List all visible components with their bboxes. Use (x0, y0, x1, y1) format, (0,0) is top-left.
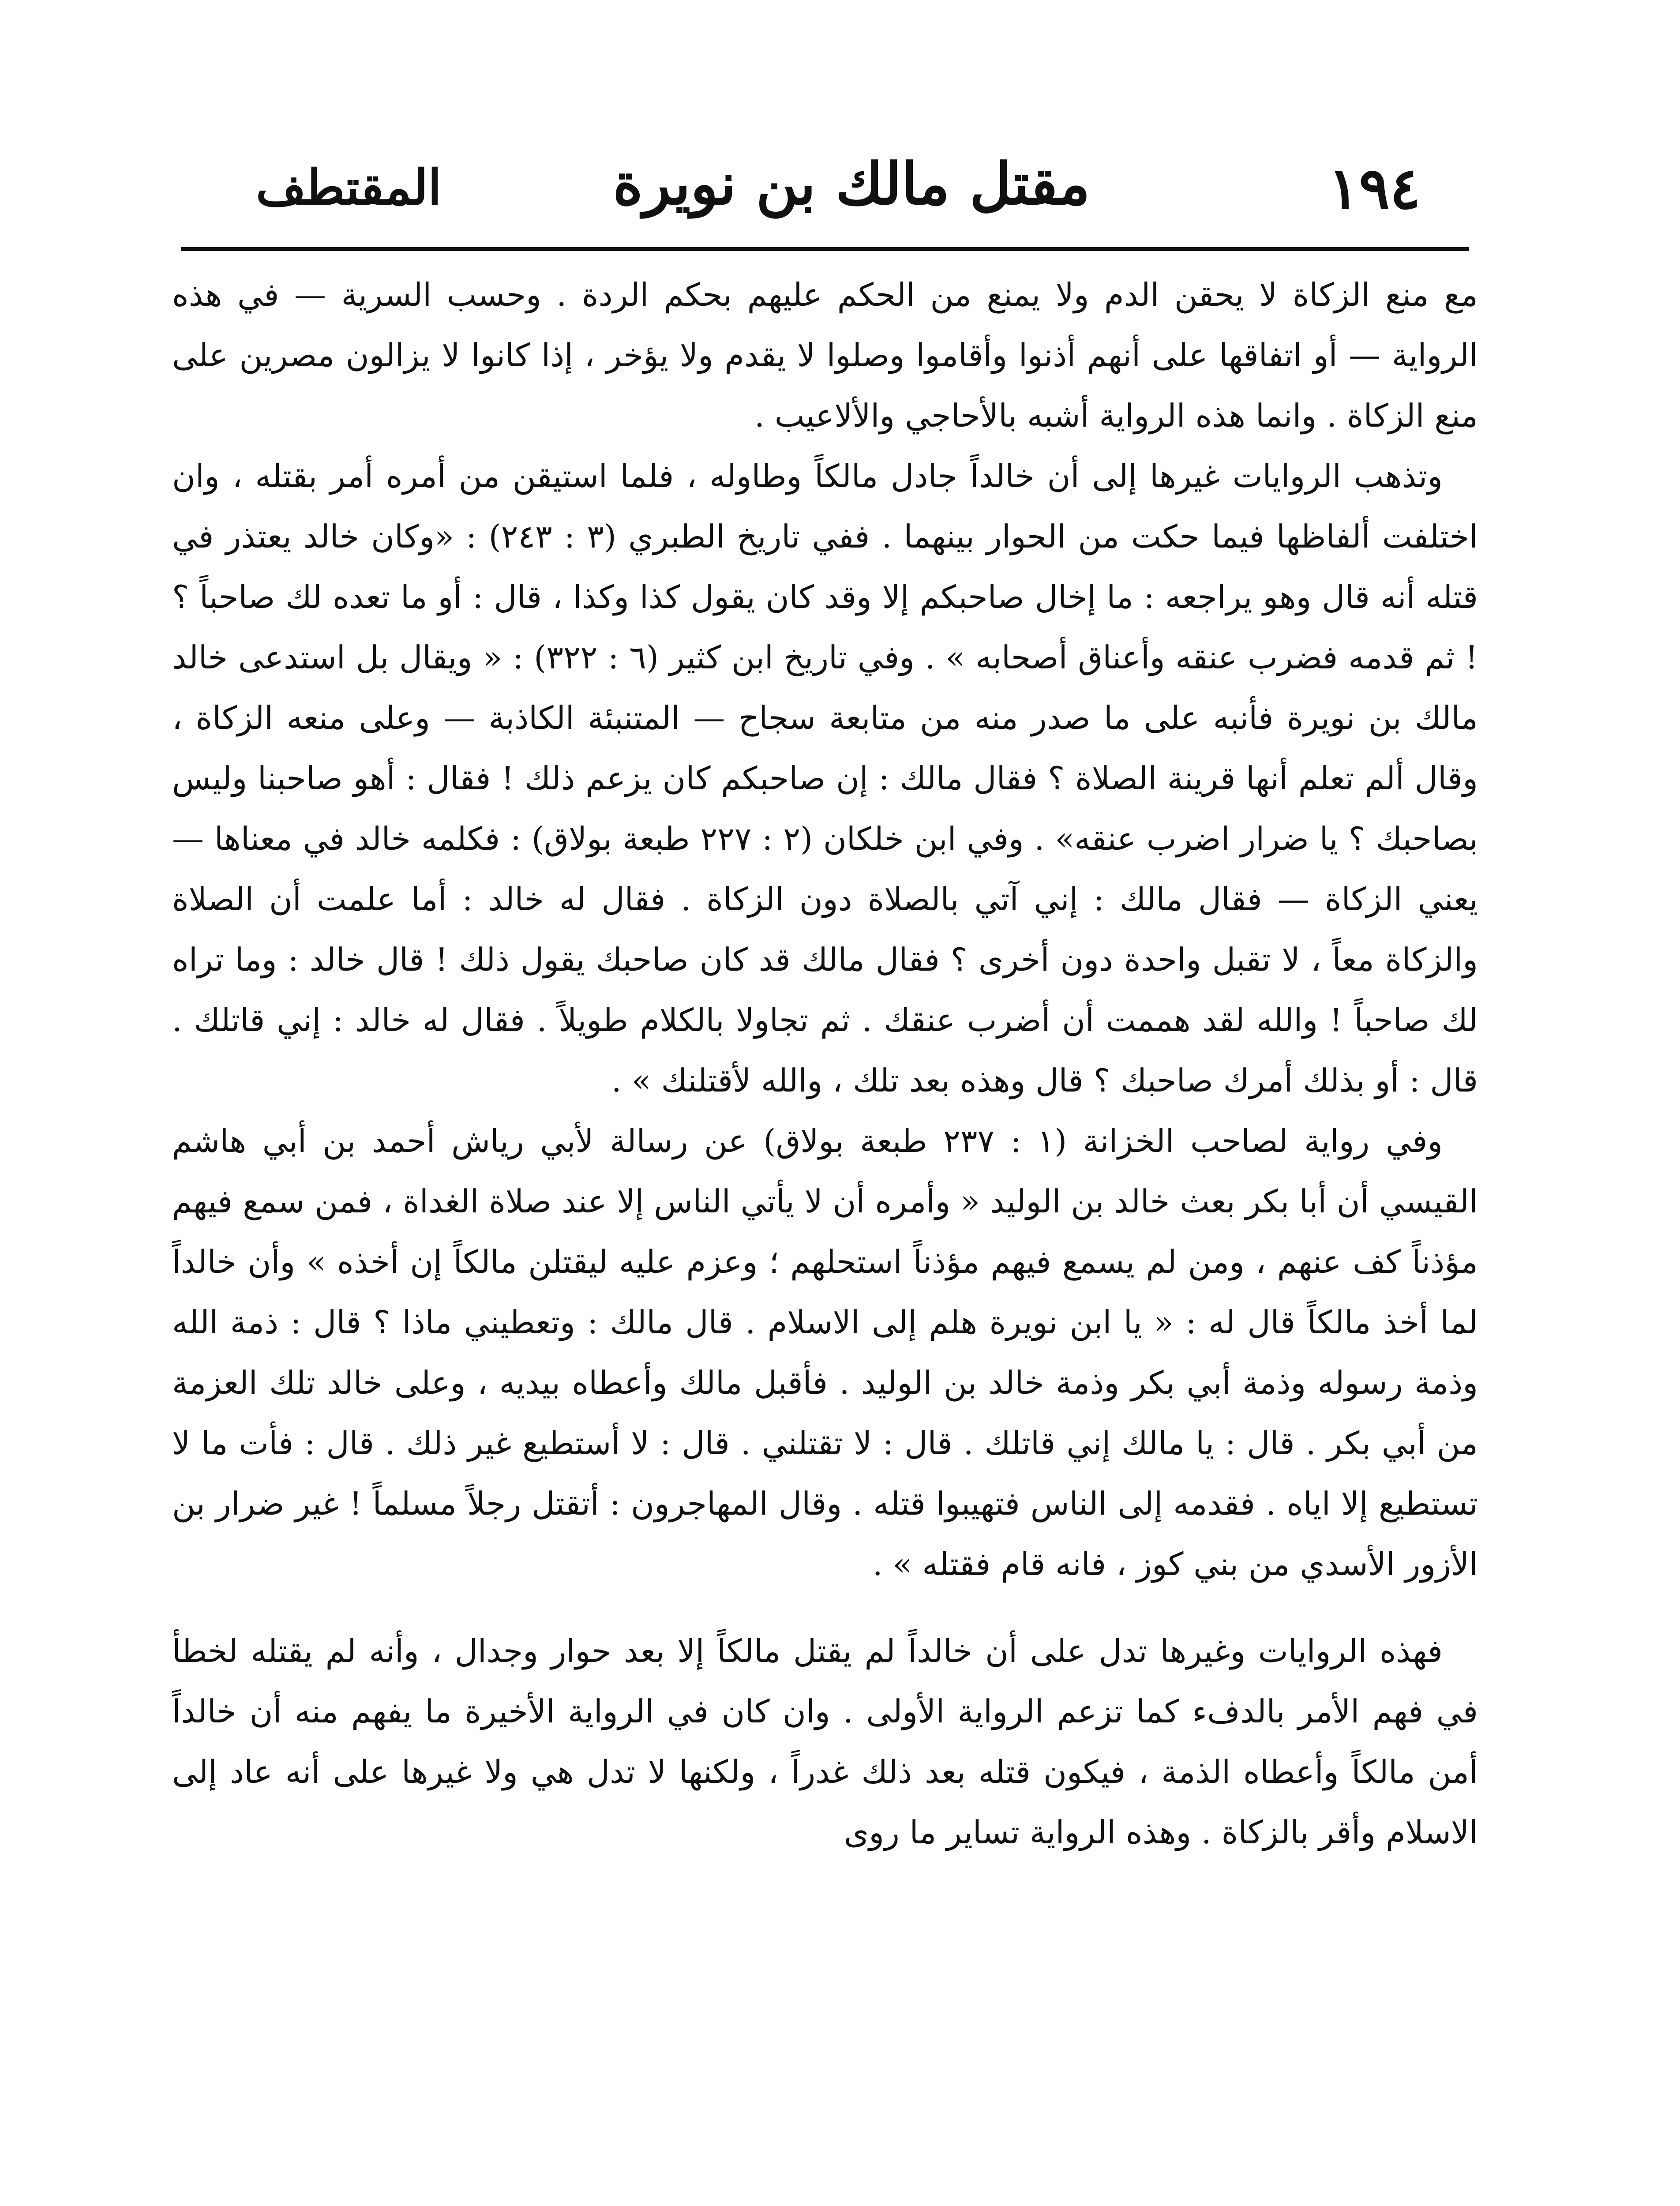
paragraph-tabari-ibn-kathir: وتذهب الروايات غيرها إلى أن خالداً جادل مالكاً وطاوله ، فلما استيقن من أمره أمر بقتله ، وان اختلفت ألفاظها فيما حكت من الحوار بينهما . ففي تاريخ الطبري (٣ : ٢٤٣) : «وكان خالد يعتذر في قتله أنه قال وهو يراجعه : ما إخال صاحبكم إلا وقد كان يقول كذا وكذا ، قال : أو ما تعده لك صاحباً ؟ ! ثم قدمه فضرب عنقه وأعناق أصحابه » . وفي تاريخ ابن كثير (٦ : ٣٢٢) : « ويقال بل استدعى خالد مالك بن نويرة فأنبه على ما صدر منه من متابعة سجاح — المتنبئة الكاذبة — وعلى منعه الزكاة ، وقال ألم تعلم أنها قرينة الصلاة ؟ فقال مالك : إن صاحبكم كان يزعم ذلك ! فقال : أهو صاحبنا وليس بصاحبك ؟ يا ضرار اضرب عنقه» . وفي ابن خلكان (٢ : ٢٢٧ طبعة بولاق) : فكلمه خالد في معناها — يعني الزكاة — فقال مالك : إني آتي بالصلاة دون الزكاة . فقال له خالد : أما علمت أن الصلاة والزكاة معاً ، لا تقبل واحدة دون أخرى ؟ فقال مالك قد كان صاحبك يقول ذلك ! قال خالد : وما تراه لك صاحباً ! والله لقد هممت أن أضرب عنقك . ثم تجاولا بالكلام طويلاً . فقال له خالد : إني قاتلك . قال : أو بذلك أمرك صاحبك ؟ قال وهذه بعد تلك ، والله لأقتلنك » . (172, 458, 1478, 1099)
chapter-title: مقتل مالك بن نويرة (613, 150, 1090, 218)
running-header (221, 146, 1482, 234)
journal-name: المقتطف (256, 159, 442, 216)
paragraph-conclusion: فهذه الروايات وغيرها تدل على أن خالداً لم يقتل مالكاً إلا بعد حوار وجدال ، وأنه لم يقتله لخطأ في فهم الأمر بالدفء كما تزعم الرواية الأولى . وان كان في الرواية الأخيرة ما يفهم منه أن خالداً أمن مالكاً وأعطاه الذمة ، فيكون قتله بعد ذلك غدراً ، ولكنها لا تدل هي ولا غيرها على أنه عاد إلى الاسلام وأقر بالزكاة . وهذه الرواية تساير ما روى (172, 1632, 1478, 1851)
header-rule (181, 247, 1469, 251)
paragraph-continuation: مع منع الزكاة لا يحقن الدم ولا يمنع من الحكم عليهم بحكم الردة . وحسب السرية — في هذه الرواية — أو اتفاقها على أنهم أذنوا وأقاموا وصلوا لا يقدم ولا يؤخر ، إذا كانوا لا يزالون مصرين على منع الزكاة . وانما هذه الرواية أشبه بالأحاجي والألاعيب . (172, 276, 1478, 434)
body-text (172, 265, 1478, 1863)
paragraph-khizana: وفي رواية لصاحب الخزانة (١ : ٢٣٧ طبعة بولاق) عن رسالة لأبي رياش أحمد بن أبي هاشم القيسي أن أبا بكر بعث خالد بن الوليد « وأمره أن لا يأتي الناس إلا عند صلاة الغداة ، فمن سمع فيهم مؤذناً كف عنهم ، ومن لم يسمع فيهم مؤذناً استحلهم ؛ وعزم عليه ليقتلن مالكاً إن أخذه » وأن خالداً لما أخذ مالكاً قال له : « يا ابن نويرة هلم إلى الاسلام . قال مالك : وتعطيني ماذا ؟ قال : ذمة الله وذمة رسوله وذمة أبي بكر وذمة خالد بن الوليد . فأقبل مالك وأعطاه بيديه ، وعلى خالد تلك العزمة من أبي بكر . قال : يا مالك إني قاتلك . قال : لا تقتلني . قال : لا أستطيع غير ذلك . قال : فأت ما لا تستطيع إلا اياه . فقدمه إلى الناس فتهيبوا قتله . وقال المهاجرون : أتقتل رجلاً مسلماً ! غير ضرار بن الأزور الأسدي من بني كوز ، فانه قام فقتله » . (172, 1122, 1478, 1583)
page-number: ١٩٤ (1328, 154, 1421, 222)
